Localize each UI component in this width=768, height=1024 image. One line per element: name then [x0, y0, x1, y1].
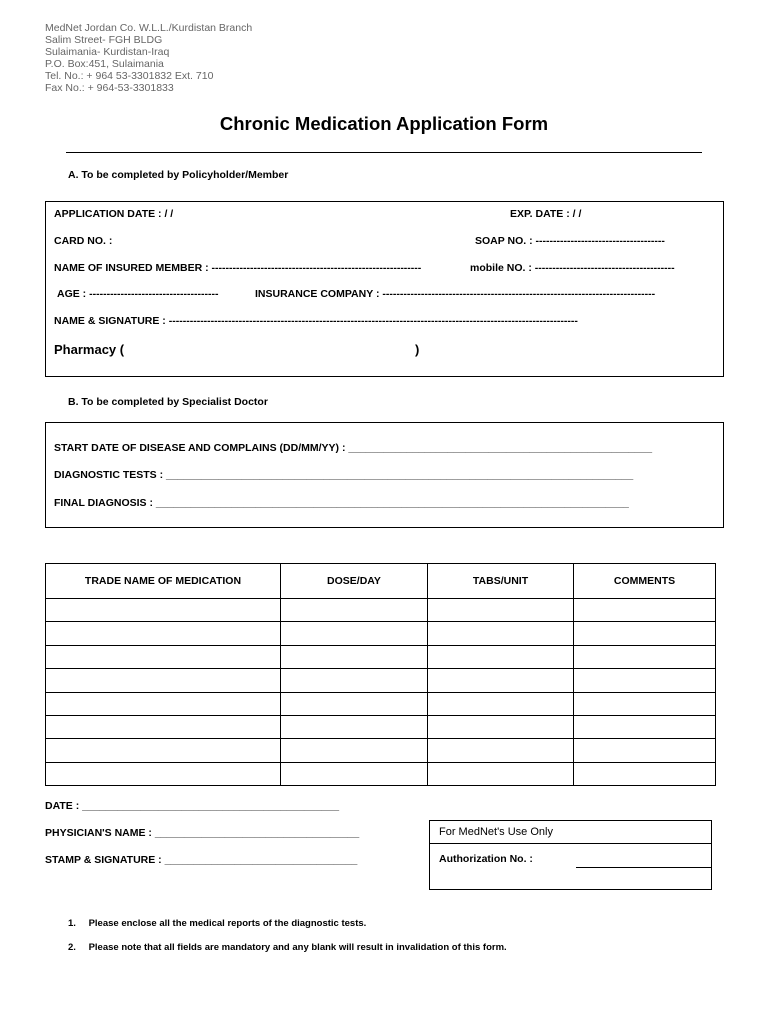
title-divider: [66, 152, 702, 153]
cell-dose[interactable]: [281, 669, 428, 692]
section-a-heading: A. To be completed by Policyholder/Member: [68, 169, 289, 181]
authorization-label: Authorization No. :: [439, 853, 533, 865]
pharmacy-close-paren: ): [415, 342, 420, 357]
section-b-heading: B. To be completed by Specialist Doctor: [68, 396, 268, 408]
company-address-line: Fax No.: + 964-53-3301833: [45, 82, 174, 94]
physician-name-field[interactable]: PHYSICIAN'S NAME : ___________________________________: [45, 827, 360, 839]
cell-dose[interactable]: [281, 645, 428, 668]
note-item: [68, 918, 366, 929]
cell-trade-name[interactable]: [46, 715, 281, 738]
company-address-line: MedNet Jordan Co. W.L.L./Kurdistan Branch: [45, 22, 253, 34]
exp-date-field[interactable]: EXP. DATE : / /: [510, 208, 582, 220]
note-item: [68, 942, 507, 953]
cell-tabs[interactable]: [428, 622, 574, 645]
column-header-dose: DOSE/DAY: [281, 564, 428, 599]
note-text: Please note that all fields are mandatory and any blank will result in invalidation of this form.: [88, 942, 507, 953]
cell-comments[interactable]: [574, 645, 716, 668]
cell-trade-name[interactable]: [46, 645, 281, 668]
authorization-input-line[interactable]: [576, 867, 711, 868]
mednet-use-heading: For MedNet's Use Only: [439, 826, 553, 838]
cell-dose[interactable]: [281, 715, 428, 738]
cell-comments[interactable]: [574, 715, 716, 738]
company-address-line: Salim Street- FGH BLDG: [45, 34, 163, 46]
table-row: [46, 645, 716, 668]
column-header-comments: COMMENTS: [574, 564, 716, 599]
final-diagnosis-field[interactable]: FINAL DIAGNOSIS : _________________________________________________________________________________: [54, 497, 629, 509]
section-a-box: [45, 201, 724, 377]
company-address-line: Tel. No.: + 964 53-3301832 Ext. 710: [45, 70, 214, 82]
cell-tabs[interactable]: [428, 645, 574, 668]
cell-tabs[interactable]: [428, 762, 574, 785]
stamp-signature-field[interactable]: STAMP & SIGNATURE : _________________________________: [45, 854, 358, 866]
cell-tabs[interactable]: [428, 739, 574, 762]
note-number: 1.: [68, 918, 76, 929]
cell-comments[interactable]: [574, 669, 716, 692]
table-row: [46, 715, 716, 738]
cell-comments[interactable]: [574, 739, 716, 762]
age-field[interactable]: AGE : -------------------------------------: [57, 288, 219, 300]
cell-dose[interactable]: [281, 622, 428, 645]
company-address-line: P.O. Box:451, Sulaimania: [45, 58, 164, 70]
table-row: [46, 599, 716, 622]
section-b-box: [45, 422, 724, 528]
cell-comments[interactable]: [574, 762, 716, 785]
cell-trade-name[interactable]: [46, 692, 281, 715]
date-field[interactable]: DATE : ____________________________________________: [45, 800, 340, 812]
table-row: [46, 692, 716, 715]
insurance-company-field[interactable]: INSURANCE COMPANY : ------------------------------------------------------------------------------: [255, 288, 656, 300]
cell-dose[interactable]: [281, 599, 428, 622]
cell-dose[interactable]: [281, 739, 428, 762]
table-row: [46, 762, 716, 785]
cell-tabs[interactable]: [428, 599, 574, 622]
table-row: [46, 622, 716, 645]
note-text: Please enclose all the medical reports of the diagnostic tests.: [88, 918, 367, 929]
cell-trade-name[interactable]: [46, 669, 281, 692]
name-signature-field[interactable]: NAME & SIGNATURE : ---------------------------------------------------------------------------------------------------------------------: [54, 315, 578, 327]
medication-table: [45, 563, 716, 786]
table-header-row: [46, 564, 716, 599]
cell-trade-name[interactable]: [46, 762, 281, 785]
cell-tabs[interactable]: [428, 692, 574, 715]
mednet-use-box: [429, 820, 712, 890]
company-address: [45, 22, 252, 94]
cell-trade-name[interactable]: [46, 599, 281, 622]
soap-no-field[interactable]: SOAP NO. : -------------------------------------: [475, 235, 665, 247]
cell-trade-name[interactable]: [46, 622, 281, 645]
pharmacy-label: Pharmacy (: [54, 342, 125, 357]
application-date-field[interactable]: APPLICATION DATE : / /: [54, 208, 174, 220]
table-row: [46, 739, 716, 762]
diagnostic-tests-field[interactable]: DIAGNOSTIC TESTS : ________________________________________________________________________________: [54, 469, 634, 481]
mobile-no-field[interactable]: mobile NO. : ----------------------------------------: [470, 262, 675, 274]
column-header-tabs: TABS/UNIT: [428, 564, 574, 599]
cell-comments[interactable]: [574, 622, 716, 645]
cell-comments[interactable]: [574, 599, 716, 622]
cell-dose[interactable]: [281, 762, 428, 785]
form-title: Chronic Medication Application Form: [219, 113, 549, 134]
cell-dose[interactable]: [281, 692, 428, 715]
column-header-trade-name: TRADE NAME OF MEDICATION: [46, 564, 281, 599]
company-address-line: Sulaimania- Kurdistan-Iraq: [45, 46, 170, 58]
note-number: 2.: [68, 942, 76, 953]
cell-tabs[interactable]: [428, 715, 574, 738]
start-date-field[interactable]: START DATE OF DISEASE AND COMPLAINS (DD/MM/YY) : ____________________________________________________: [54, 442, 653, 454]
card-no-field[interactable]: CARD NO. :: [54, 235, 113, 247]
table-row: [46, 669, 716, 692]
cell-tabs[interactable]: [428, 669, 574, 692]
cell-comments[interactable]: [574, 692, 716, 715]
mednet-heading-divider: [430, 843, 711, 844]
insured-member-field[interactable]: NAME OF INSURED MEMBER : ------------------------------------------------------------: [54, 262, 422, 274]
cell-trade-name[interactable]: [46, 739, 281, 762]
